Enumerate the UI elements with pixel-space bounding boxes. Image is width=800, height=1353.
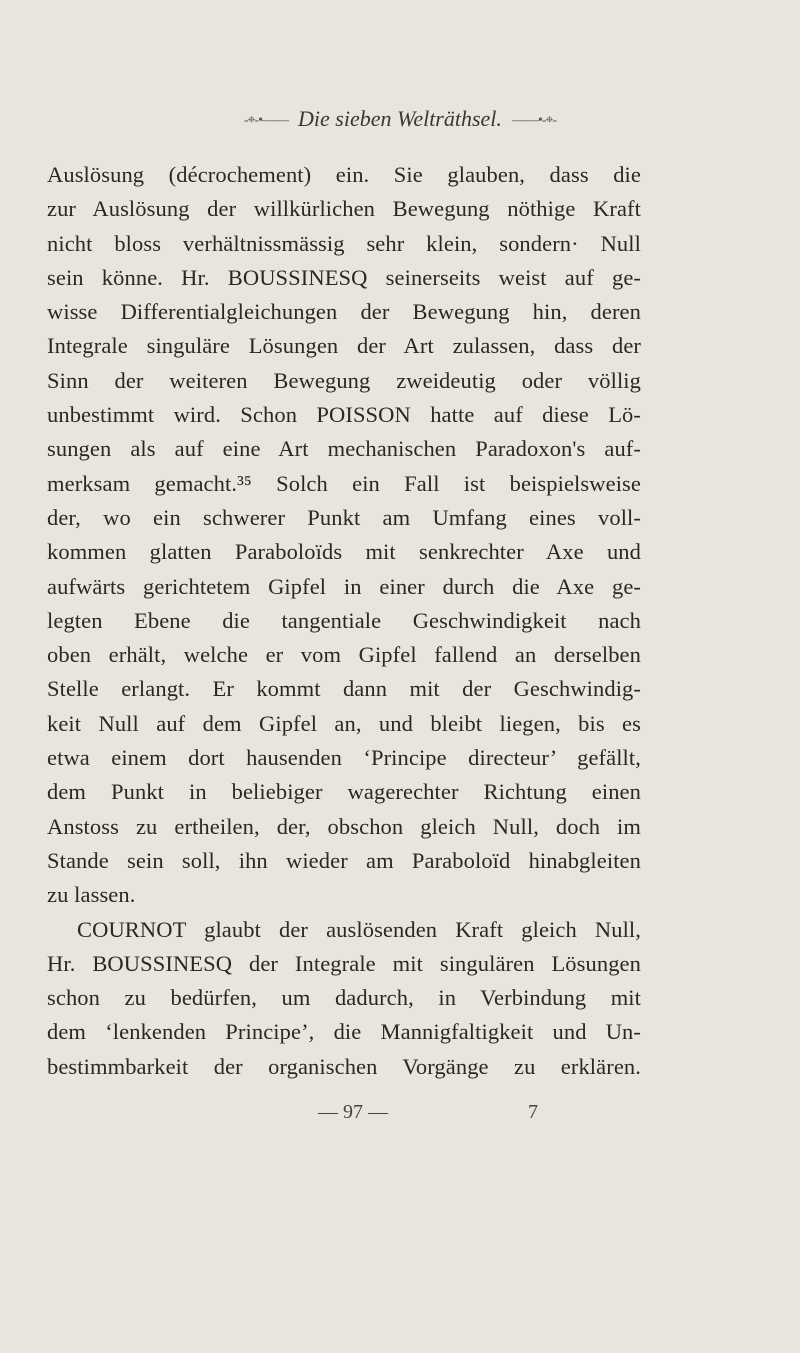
text-line: schon zu bedürfen, um dadurch, in Verbindung mit — [47, 985, 641, 1011]
text-line: wisse Differentialgleichungen der Bewegung hin, deren — [47, 299, 641, 325]
text-line: legten Ebene die tangentiale Geschwindigkeit nach — [47, 607, 641, 633]
signature-mark: 7 — [528, 1101, 538, 1123]
text-line: dem ‘lenkenden Principe’, die Mannigfaltigkeit und Un- — [47, 1019, 641, 1045]
text-line: COURNOT glaubt der auslösenden Kraft gleich Null, — [77, 916, 641, 942]
text-line: unbestimmt wird. Schon POISSON hatte auf diese Lö- — [47, 402, 641, 428]
text-line: Sinn der weiteren Bewegung zweideutig oder völlig — [47, 367, 641, 393]
page-number: — 97 — — [318, 1101, 388, 1123]
text-line: merksam gemacht.³⁵ Solch ein Fall ist beispielsweise — [47, 470, 641, 496]
text-line: Stelle erlangt. Er kommt dann mit der Geschwindig- — [47, 676, 641, 702]
text-line: Hr. BOUSSINESQ der Integrale mit singulären Lösungen — [47, 950, 641, 976]
left-ornament: -⌖-•—— — [243, 112, 289, 128]
text-line: dem Punkt in beliebiger wagerechter Richtung einen — [47, 779, 641, 805]
text-line: Anstoss zu ertheilen, der, obschon gleich Null, doch im — [47, 813, 641, 839]
text-line: Auslösung (décrochement) ein. Sie glauben, dass die — [47, 162, 641, 187]
text-line: aufwärts gerichtetem Gipfel in einer durch die Axe ge- — [47, 573, 641, 599]
text-line: bestimmbarkeit der organischen Vorgänge zu erklären. — [47, 1053, 641, 1079]
text-line: der, wo ein schwerer Punkt am Umfang eines voll- — [47, 504, 641, 530]
text-line: kommen glatten Paraboloïds mit senkrechter Axe und — [47, 539, 641, 565]
text-line: Stande sein soll, ihn wieder am Paraboloïd hinabgleiten — [47, 847, 641, 873]
text-line: sein könne. Hr. BOUSSINESQ seinerseits weist auf ge- — [47, 264, 641, 290]
text-line: nicht bloss verhältnissmässig sehr klein, sondern· Null — [47, 230, 641, 256]
running-head-title: Die sieben Welträthsel. — [298, 106, 502, 131]
text-line: zur Auslösung der willkürlichen Bewegung nöthige Kraft — [47, 196, 641, 222]
text-line: sungen als auf eine Art mechanischen Paradoxon's auf- — [47, 436, 641, 462]
text-line: oben erhält, welche er vom Gipfel fallend an derselben — [47, 642, 641, 668]
text-line: zu lassen. — [47, 882, 136, 908]
body-text — [47, 158, 641, 1084]
running-head — [0, 106, 800, 132]
text-line: etwa einem dort hausenden ‘Principe directeur’ gefällt, — [47, 745, 641, 771]
text-line: Integrale singuläre Lösungen der Art zulassen, dass der — [47, 333, 641, 359]
text-line: keit Null auf dem Gipfel an, und bleibt liegen, bis es — [47, 710, 641, 736]
right-ornament: ——•-⌖- — [511, 112, 557, 128]
